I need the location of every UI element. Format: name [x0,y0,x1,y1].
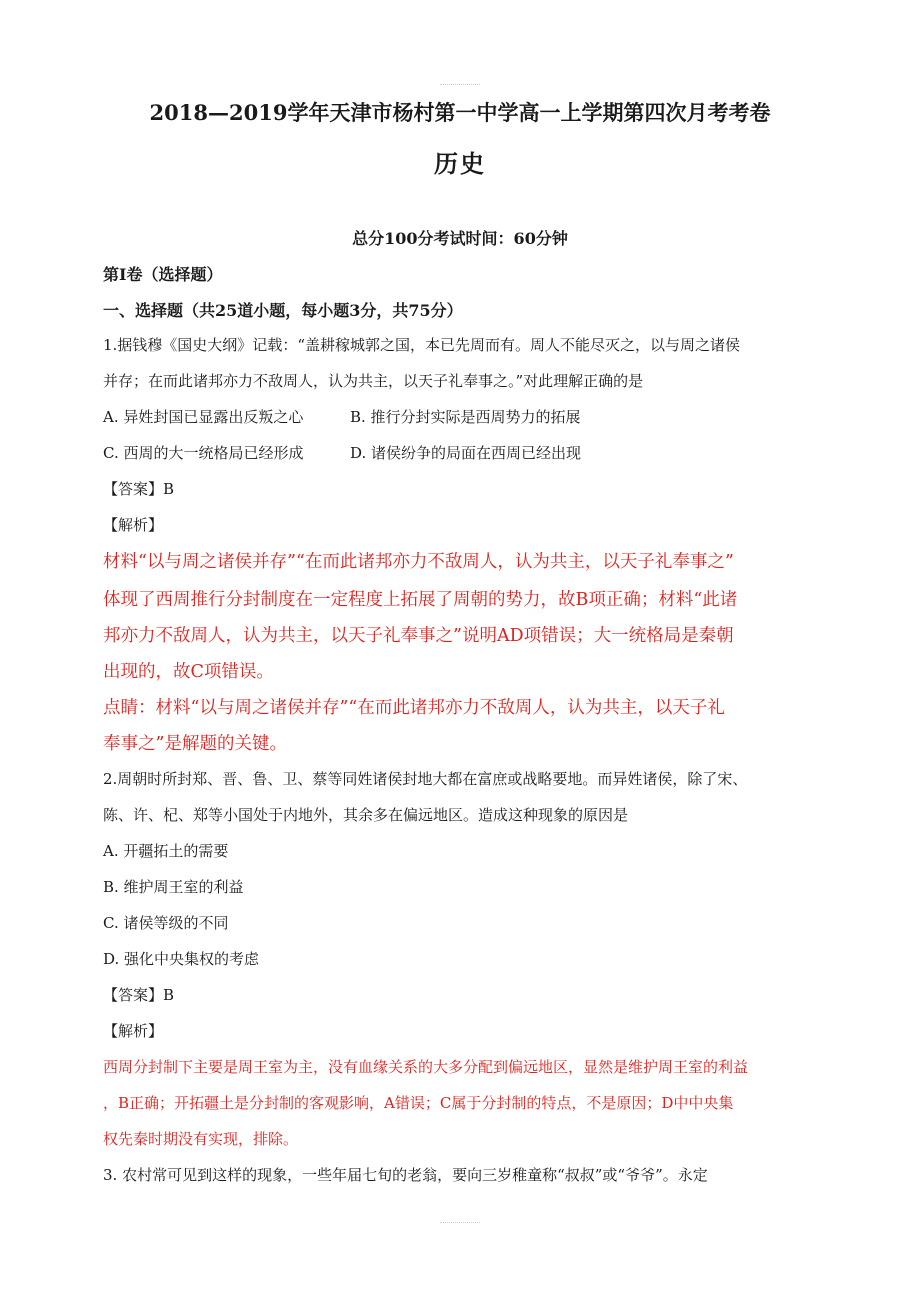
q2-option-b: B. 维护周王室的利益 [103,878,244,896]
q1-option-d: D. 诸侯纷争的局面在西周已经出现 [350,444,582,462]
q2-option-d: D. 强化中央集权的考虑 [103,950,260,968]
exam-info: 总分100分考试时间：60分钟 [352,229,568,248]
volume-heading: 第Ⅰ卷（选择题） [103,265,223,284]
q2-stem-line2: 陈、许、杞、郑等小国处于内地外，其余多在偏远地区。造成这种现象的原因是 [103,806,629,824]
q1-option-a: A. 异姓封国已显露出反叛之心 [103,408,304,426]
q1-option-c: C. 西周的大一统格局已经形成 [103,444,304,462]
subject-title: 历史 [434,149,486,178]
q1-option-b: B. 推行分封实际是西周势力的拓展 [350,408,581,426]
part-heading: 一、选择题（共25道小题，每小题3分，共75分） [103,301,463,320]
q1-note-line2: 奉事之”是解题的关键。 [103,734,287,754]
q1-analysis-line3: 邦亦力不敌周人，认为共主，以天子礼奉事之”说明AD项错误；大一统格局是秦朝 [103,626,734,646]
page-title: 2018—2019学年天津市杨村第一中学高一上学期第四次月考考卷 [149,100,771,125]
q2-answer: 【答案】B [103,986,175,1004]
q2-analysis-line1: 西周分封制下主要是周王室为主，没有血缘关系的大多分配到偏远地区，显然是维护周王室的利益 [103,1058,749,1076]
q1-stem-line2: 并存；在而此诸邦亦力不敌周人，认为共主，以天子礼奉事之。”对此理解正确的是 [103,372,644,390]
q2-option-c: C. 诸侯等级的不同 [103,914,229,932]
q1-answer: 【答案】B [103,480,175,498]
q3-stem-line1: 3. 农村常可见到这样的现象，一些年届七旬的老翁，要向三岁稚童称“叔叔”或“爷爷”。永定 [103,1166,708,1184]
q1-stem-line1: 1.据钱穆《国史大纲》记载：“盖耕稼城郭之国，本已先周而有。周人不能尽灭之，以与周之诸侯 [103,336,740,354]
q1-note-line1: 点睛：材料“以与周之诸侯并存”“在而此诸邦亦力不敌周人，认为共主，以天子礼 [103,698,725,718]
q1-analysis-line1: 材料“以与周之诸侯并存”“在而此诸邦亦力不敌周人，认为共主，以天子礼奉事之” [103,552,734,572]
q2-analysis-line3: 权先秦时期没有实现，排除。 [103,1130,299,1148]
q2-analysis-label: 【解析】 [103,1022,164,1040]
q1-analysis-label: 【解析】 [103,516,164,534]
q2-option-a: A. 开疆拓土的需要 [103,842,229,860]
footer-rule [440,1222,480,1224]
q2-stem-line1: 2.周朝时所封郑、晋、鲁、卫、蔡等同姓诸侯封地大都在富庶或战略要地。而异姓诸侯，除了宋、 [103,770,748,788]
q1-analysis-line4: 出现的，故C项错误。 [103,662,274,682]
q1-analysis-line2: 体现了西周推行分封制度在一定程度上拓展了周朝的势力，故B项正确；材料“此诸 [103,590,738,610]
header-rule [440,84,480,86]
q2-analysis-line2: ，B正确；开拓疆土是分封制的客观影响，A错误；C属于分封制的特点，不是原因；D中中央集 [103,1094,734,1112]
